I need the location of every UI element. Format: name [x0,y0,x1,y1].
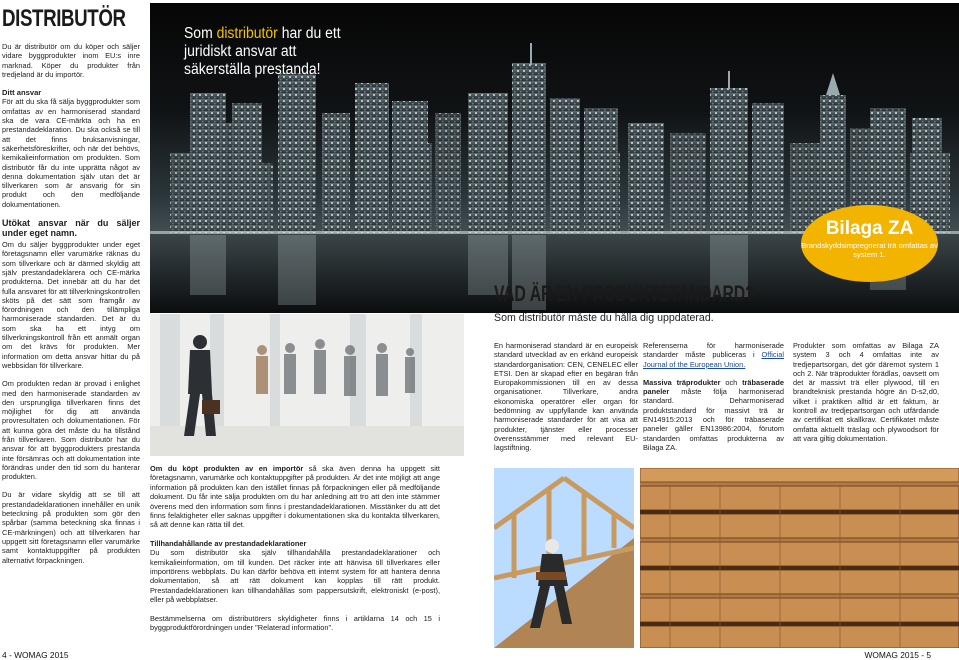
hero-caption-pre: Som [184,25,217,42]
people-illustration [150,314,464,456]
left-column [0,0,144,648]
official-journal-link[interactable]: Official Journal of the European Union. [643,350,784,369]
references-text: Referenserna för harmoniserade standarder måste publiceras i [643,341,784,360]
extended-heading: Utökat ansvar när du säljer under eget namn. [2,218,140,239]
system-column [793,341,939,452]
importer-column [150,464,440,642]
intro-paragraph: Du är distributör om du köper och säljer vidare byggprodukter inom EU:s inre marknad. Köper du produkter från tredjeland är du importör. [2,42,140,79]
connector-text: och [720,377,743,387]
section-title: VAD ÄR EN PRODUKTSTANDARD? [494,281,755,306]
roof-worker-illustration [494,468,634,648]
hero-caption-accent: distributör [216,25,278,42]
roof-worker-photo [494,468,634,648]
badge-subtitle: Brandskyddsimpregnerat trä omfattas av system 1. [801,241,938,259]
importer-paragraph [150,464,440,530]
declarations-heading: Tillhandahållande av prestandadeklarationer [150,538,307,548]
standard-definition-column [494,341,638,462]
footer-page-left: 4 - WOMAG 2015 [2,650,69,660]
lumber-illustration [640,468,959,648]
extended-paragraph: Om du säljer byggprodukter under eget företagsnamn eller varumärke räknas du som tillverkare och är därmed skyldig att själv prestandadeklarera och CE-märka produkterna. Det innebär att du har det fulla ansvaret för att tillverkningskontrollen sköts på det sätt som framgår av förordningen och den tillämpliga harmoniserade standarden. Det är du som ska ha ett intyg om tillverkningskontroll från ett anmält organ om det krävs för produkten. Mer information om detta ansvar hittar du på webbsidan för tillverkare. [2,240,140,370]
test-results-paragraph: Om produkten redan är provad i enlighet med den harmoniserade standarden av den ursprungliga tillverkaren finns det möjlighet för dig att använda provresultaten och dokumentationen. För att kunna göra det måste du ha tillstånd från tillverkaren. Som distributör har du ansvar för att byggprodukters prestanda inte försämras och att dokumentation inte förändras under den tid som du hanterar produkten. [2,379,140,482]
hero-caption-post: har du ett juridiskt ansvar att säkerställa prestanda! [184,25,341,78]
wood-products-text: måste följa harmoniserad standard. Deharmoniserad produktstandard för massivt trä är EN14915:2013 och för träbaserade paneler gäller EN13986:2004, förutom standarden omfattas produkterna av Bilaga ZA. [643,387,784,452]
importer-text: så ska även denna ha uppgett sitt företagsnamn, varumärke och kontaktuppgifter på produkten. Är det inte möjligt att ange information på produkten kan den istället finnas på förpackningen eller på medföljande dokument. Du får inte sälja produkten om du har anledning att tro att den inte stämmer överens med den information som finns i prestandadeklarationen. Misstänker du att det finns felaktigheter eller saknas uppgifter i dokumentationen ska du kontakta tillverkaren, så att denne kan rätta till det. [150,464,440,530]
references-paragraph [643,341,784,369]
wood-panels-label: träbaserade paneler [643,377,784,397]
lumber-stack-photo [640,468,959,648]
hero-caption [184,25,364,79]
system-paragraph: Produkter som omfattas av Bilaga ZA system 3 och 4 omfattas inte av tredjepartsorgan, det gör däremot system 1 och 2. När träprodukter förädlas, oavsett om det är massivt trä eller plywood, till en brandteknisk prestanda högre än D-s2,d0, vilket i praktiken alltid är ett faktum, är kontroll av tredjepartsorgan och utfärdande av certifikat ett skallkrav. Certifikatet måste omfatta aktuellt träslag och plywoodsort för att vara giltig dokumentation. [793,341,939,443]
page-title: DISTRIBUTÖR [2,5,126,32]
footer-page-right: WOMAG 2015 - 5 [864,650,931,660]
massive-wood-label: Massiva träprodukter [643,377,721,387]
responsibility-heading: Ditt ansvar [2,88,42,98]
importer-lead: Om du köpt produkten av en importör [150,464,304,473]
traceability-paragraph: Du är vidare skyldig att se till att prestandadeklarationen innehåller en unik beteckning på produkten som gör den spårbar (samma beteckning ska finnas i CE-märkningen) och att tillverkaren har uppgett sitt företagsnamn eller varumärke samt kontaktuppgifter på produkten alternativt förpackningen. [2,490,140,565]
regulation-paragraph: Bestämmelserna om distributörers skyldigheter finns i artiklarna 14 och 15 i byggproduktförordningen under "Relaterad information". [150,613,440,633]
references-column [643,341,784,461]
badge-title: Bilaga ZA [825,218,914,239]
declarations-paragraph: Du som distributör ska själv tillhandahålla prestandadeklarationer och kemikalieinformation, om till kunden. Det räcker inte att hänvisa till tillverkares eller importörens webbplats. Du kan därför behöva ett internt system för att hantera denna dokumentation, så att rätt dokument kan kopplas till rätt produkt. Prestandadeklarationen kan tillhandahållas som pappersutskrift, elektroniskt (e-post), eller på webbplatser. [150,548,440,605]
section-subtitle: Som distributör måste du hålla dig uppdaterad. [494,312,714,324]
business-people-photo [150,314,464,456]
responsibility-paragraph: För att du ska få sälja byggprodukter som omfattas av en harmoniserad standard ska de vara CE-märkta och ha en prestandadeklaration. Du ska också se till att det finns bruksanvisningar, säkerhetsföreskrifter, och när det behövs, kemikalieinformation om produkten. Som distributör får du inte upprätta något av denna dokumentation själv utan det är tillverkaren som är ansvarig för sin produkt och den medföljande dokumentationen. [2,97,140,209]
wood-products-paragraph [643,378,784,452]
bilaga-za-badge [801,205,938,282]
standard-definition-paragraph: En harmoniserad standard är en europeisk standard utvecklad av en erkänd europeisk standardorganisation: CEN, CENELEC eller ETSI. Den är skapad efter en begäran från Europakommissionen till en av dessa organisationer. Tillverkare, andra ekonomiska operatörer eller organ för bedömning av uppfyllande kan använda harmoniserade standarder för att visa att produkter, tjänster eller processer överensstämmer med relevant EU-lagstiftning. [494,341,638,453]
